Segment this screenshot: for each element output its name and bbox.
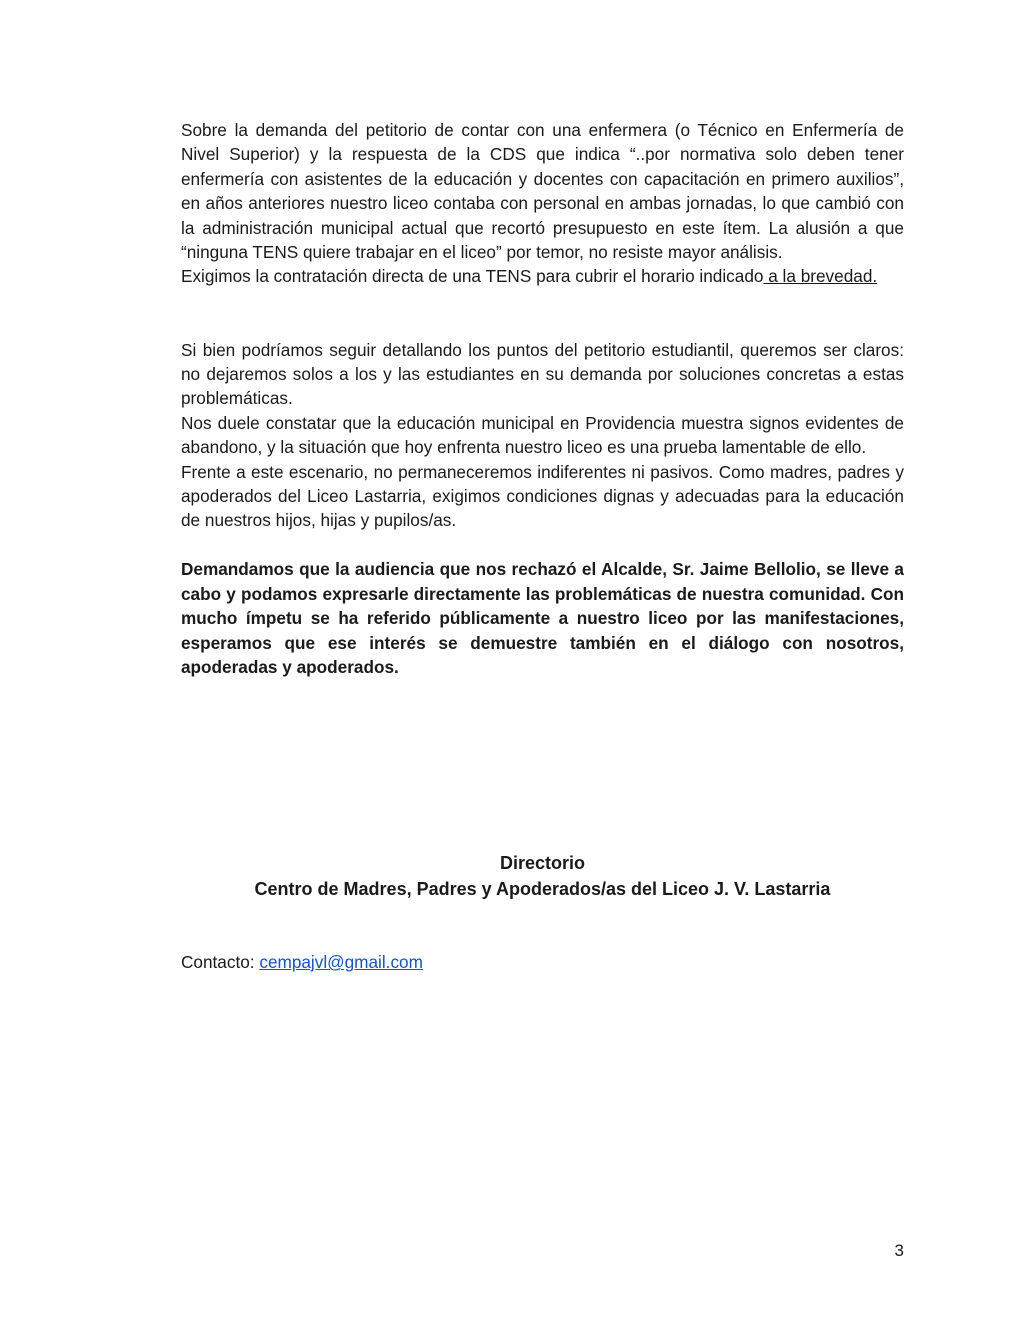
page-number: 3 [894,1241,904,1260]
paragraph-mayor-audience: Demandamos que la audiencia que nos rechazó el Alcalde, Sr. Jaime Bellolio, se lleve a cabo y podamos expresarle directamente las problemáticas de nuestra comunidad. Con mucho ímpetu se ha referido públicamente a nuestro liceo por las manifestaciones, esperamos que ese interés se demuestre también en el diálogo con nosotros, apoderadas y apoderados. [181,559,904,677]
paragraph-student-petition: Si bien podríamos seguir detallando los puntos del petitorio estudiantil, queremos ser claros: no dejaremos solos a los y las estudiantes en su demanda por soluciones concretas a estas problemáticas. [181,339,904,409]
document-body [181,118,904,679]
paragraph-tens-hiring [181,264,904,288]
contact-label: Contacto: [181,952,260,972]
tens-hiring-text: Exigimos la contratación directa de una TENS para cubrir el horario indicado [181,266,764,287]
paragraph-municipal-education: Nos duele constatar que la educación municipal en Providencia muestra signos evidentes de abandono, y la situación que hoy enfrenta nuestro liceo es una prueba lamentable de ello. [181,412,904,458]
paragraph-spacer [181,533,904,557]
signature-organization: Centro de Madres, Padres y Apoderados/as del Liceo J. V. Lastarria [254,879,831,899]
contact-line [181,950,423,974]
paragraph-scenario: Frente a este escenario, no permaneceremos indiferentes ni pasivos. Como madres, padres y apoderados del Liceo Lastarria, exigimos condiciones dignas y adecuadas para la educación de nuestros hijos, hijas y pupilos/as. [181,461,904,531]
paragraph-spacer [181,289,904,338]
contact-email-link[interactable]: cempajvl@gmail.com [259,952,423,972]
signature-block [181,850,904,902]
tens-hiring-underlined: a la brevedad. [763,266,878,287]
paragraph-nurse-demand: Sobre la demanda del petitorio de contar con una enfermera (o Técnico en Enfermería de Nivel Superior) y la respuesta de la CDS que indica “..por normativa solo deben tener enfermería con asistentes de la educación y docentes con capacitación en primero auxilios”, en años anteriores nuestro liceo contaba con personal en ambas jornadas, lo que cambió con la administración municipal actual que recortó presupuesto en este ítem. La alusión a que “ninguna TENS quiere trabajar en el liceo” por temor, no resiste mayor análisis. [181,120,904,263]
signature-title: Directorio [499,853,586,873]
